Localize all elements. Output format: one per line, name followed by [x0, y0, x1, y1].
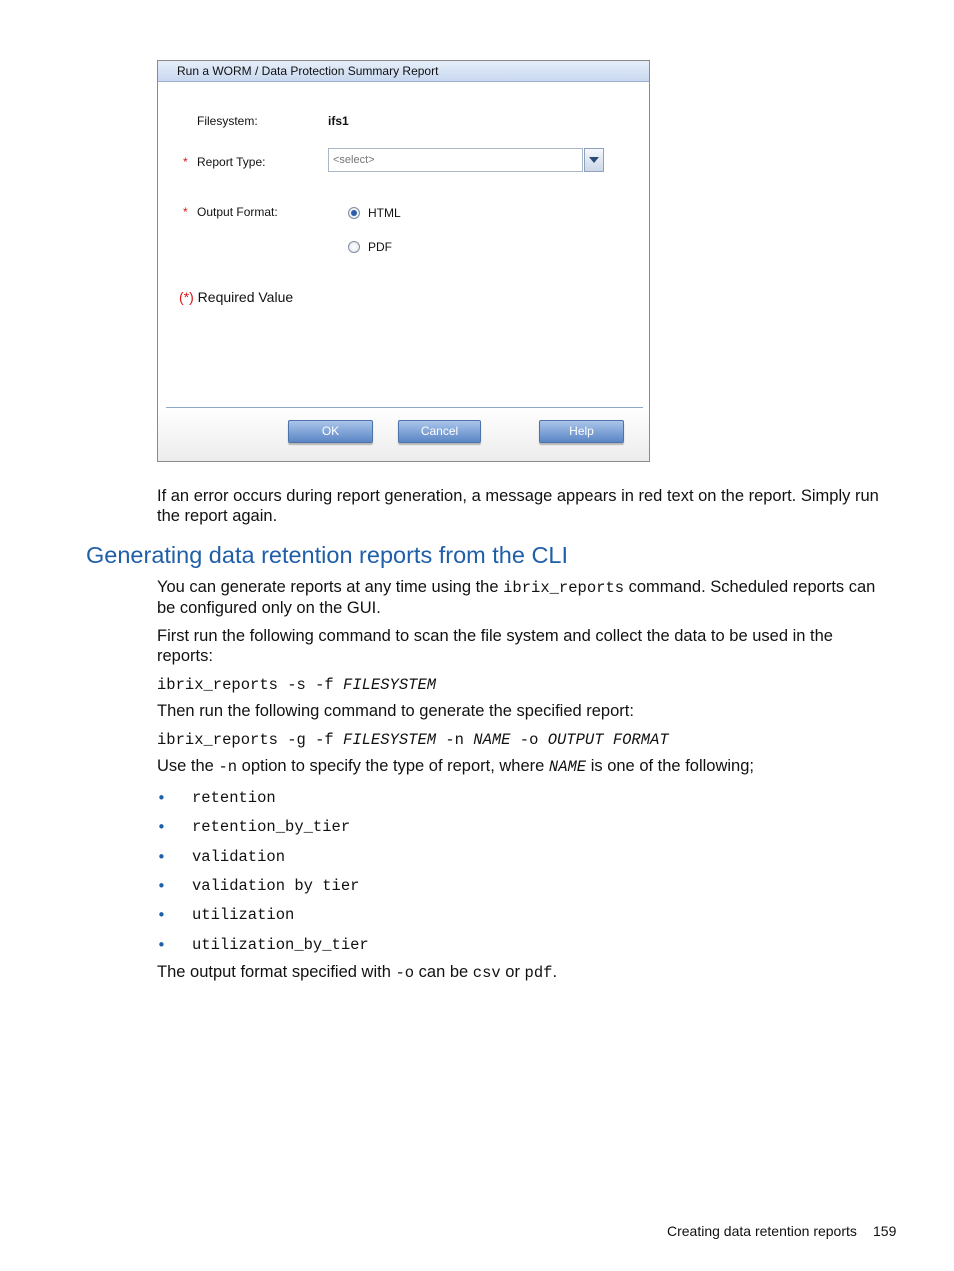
- p5-text-end: .: [552, 963, 558, 981]
- paragraph-3: Then run the following command to generate the specified report:: [157, 702, 634, 720]
- list-item-text: validation: [192, 848, 286, 866]
- p5-code-pdf: pdf: [524, 964, 553, 982]
- cmd2-arg-name: NAME: [473, 731, 511, 749]
- p4-text-after: is one of the following;: [586, 757, 754, 775]
- html-radio-label: HTML: [368, 206, 401, 220]
- paragraph-5: [157, 962, 887, 983]
- p5-text: The output format specified with: [157, 963, 396, 981]
- report-type-select[interactable]: <select>: [328, 148, 583, 172]
- list-item-text: retention_by_tier: [192, 818, 351, 836]
- cmd1-arg: FILESYSTEM: [343, 676, 437, 694]
- cmd1-prefix: ibrix_reports -s -f: [157, 676, 344, 694]
- filesystem-value: ifs1: [328, 114, 349, 128]
- bullet-icon: •: [157, 789, 166, 807]
- required-note-text: Required Value: [197, 289, 294, 305]
- bullet-icon: •: [157, 906, 166, 924]
- report-dialog: [157, 60, 650, 462]
- bullet-icon: •: [157, 936, 166, 954]
- intro-paragraph: If an error occurs during report generation, a message appears in red text on the report. Simply run the report again.: [157, 487, 879, 525]
- command-scan: [157, 676, 436, 694]
- bullet-icon: •: [157, 848, 166, 866]
- list-item-text: retention: [192, 789, 276, 807]
- cmd2-arg-format: OUTPUT FORMAT: [547, 731, 669, 749]
- cmd2-option-n: -n: [436, 731, 474, 749]
- cmd2-prefix: ibrix_reports -g -f: [157, 731, 344, 749]
- command-generate: [157, 731, 669, 749]
- list-item-text: utilization_by_tier: [192, 936, 369, 954]
- ok-button[interactable]: OK: [288, 420, 373, 443]
- p4-text-mid: option to specify the type of report, where: [237, 757, 549, 775]
- page-number: 159: [873, 1223, 897, 1239]
- filesystem-label: Filesystem:: [197, 114, 258, 128]
- html-radio[interactable]: [348, 207, 360, 219]
- required-note-marker: (*): [179, 289, 194, 305]
- bullet-icon: •: [157, 818, 166, 836]
- paragraph-1: [157, 577, 887, 618]
- paragraph-4: [157, 756, 887, 777]
- required-asterisk: *: [183, 155, 188, 169]
- footer-section-title: Creating data retention reports: [667, 1223, 857, 1239]
- p5-text-or: or: [500, 963, 525, 981]
- pdf-radio-label: PDF: [368, 240, 392, 254]
- p4-text: Use the: [157, 757, 219, 775]
- section-heading: Generating data retention reports from the CLI: [86, 542, 569, 568]
- report-type-label: Report Type:: [197, 155, 266, 169]
- list-item-text: validation by tier: [192, 877, 360, 895]
- dialog-title: Run a WORM / Data Protection Summary Report: [158, 61, 649, 82]
- bullet-icon: •: [157, 877, 166, 895]
- p1-text-after: command. Scheduled reports can be configured only on the GUI.: [157, 578, 876, 617]
- pdf-radio[interactable]: [348, 241, 360, 253]
- help-button[interactable]: Help: [539, 420, 624, 443]
- cancel-button[interactable]: Cancel: [398, 420, 481, 443]
- output-format-label: Output Format:: [197, 205, 278, 219]
- p1-code: ibrix_reports: [503, 579, 625, 597]
- p4-code: -n: [218, 758, 238, 776]
- cmd2-arg-filesystem: FILESYSTEM: [343, 731, 437, 749]
- chevron-down-icon: [589, 157, 599, 163]
- cmd2-option-o: -o: [510, 731, 548, 749]
- p5-code-csv: csv: [472, 964, 501, 982]
- paragraph-2: First run the following command to scan the file system and collect the data to be used in the reports:: [157, 627, 833, 665]
- p5-text-mid: can be: [414, 963, 473, 981]
- dialog-separator: [166, 407, 643, 408]
- list-item-text: utilization: [192, 906, 295, 924]
- report-type-dropdown-button[interactable]: [584, 148, 604, 172]
- p5-code-o: -o: [395, 964, 415, 982]
- required-note: [179, 289, 293, 305]
- p1-text: You can generate reports at any time using the: [157, 578, 504, 596]
- p4-name: NAME: [548, 758, 587, 776]
- required-asterisk: *: [183, 205, 188, 219]
